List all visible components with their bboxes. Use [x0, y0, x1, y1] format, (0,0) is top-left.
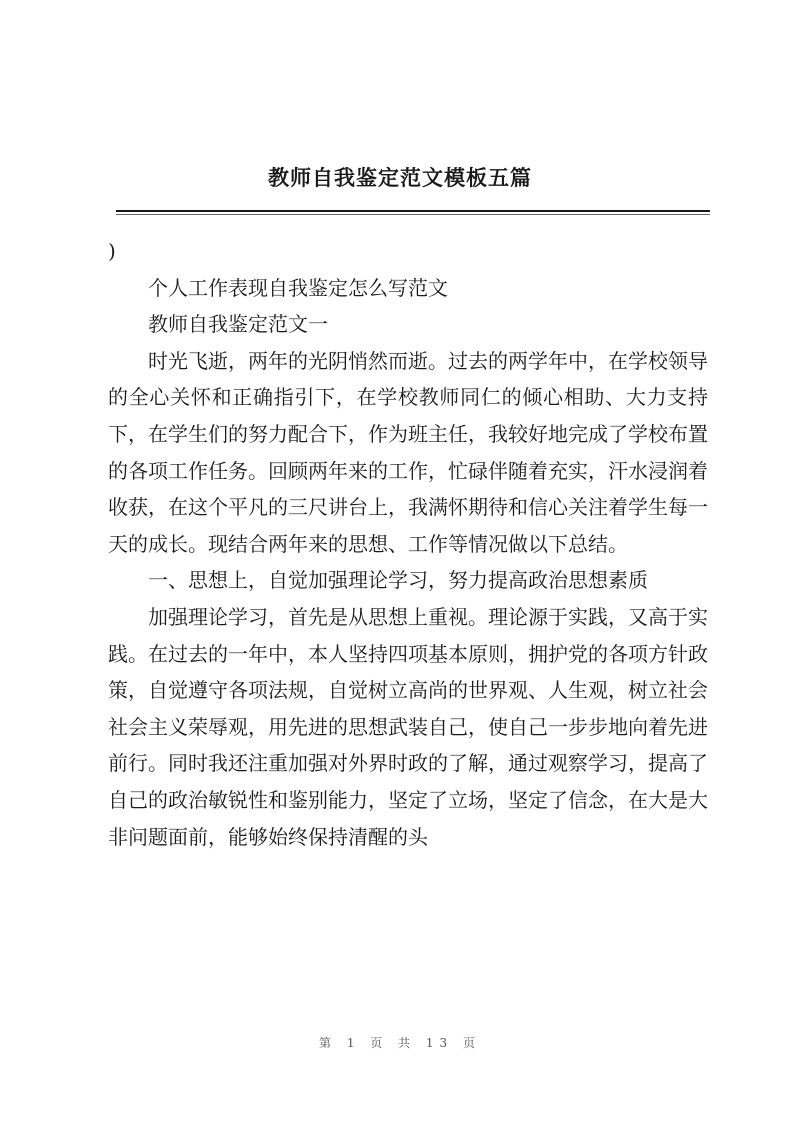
section-heading: 一、思想上，自觉加强理论学习，努力提高政治思想素质	[148, 568, 648, 593]
title-divider	[116, 210, 710, 212]
paragraph-fragment: )	[108, 239, 116, 263]
paragraph-heading: 个人工作表现自我鉴定怎么写范文	[148, 275, 448, 300]
document-title: 教师自我鉴定范文模板五篇	[268, 165, 532, 190]
paragraph-subheading: 教师自我鉴定范文一	[148, 312, 328, 337]
title-divider-thin	[116, 214, 710, 215]
page-number: 第 1 页 共 13 页	[319, 1036, 481, 1050]
paragraph: 加强理论学习，首先是从思想上重视。理论源于实践，又高于实践。在过去的一年中，本人坚持四项基本原则，拥护党的各项方针政策，自觉遵守各项法规，自觉树立高尚的世界观、人生观，树立社会社会主义荣辱观，用先进的思想武装自己，使自己一步步地向着先进前行。同时我还注重加强对外界时政的了解，通过观察学习，提高了自己的政治敏锐性和鉴别能力，坚定了立场，坚定了信念，在大是大非问题面前，能够始终保持清醒的头	[108, 604, 708, 849]
paragraph: 时光飞逝，两年的光阴悄然而逝。过去的两学年中，在学校领导的全心关怀和正确指引下，在学校教师同仁的倾心相助、大力支持下，在学生们的努力配合下，作为班主任，我较好地完成了学校布置的各项工作任务。回顾两年来的工作，忙碌伴随着充实，汗水浸润着收获，在这个平凡的三尺讲台上，我满怀期待和信心关注着学生每一天的成长。现结合两年来的思想、工作等情况做以下总结。	[108, 348, 708, 556]
document-body	[108, 233, 708, 855]
